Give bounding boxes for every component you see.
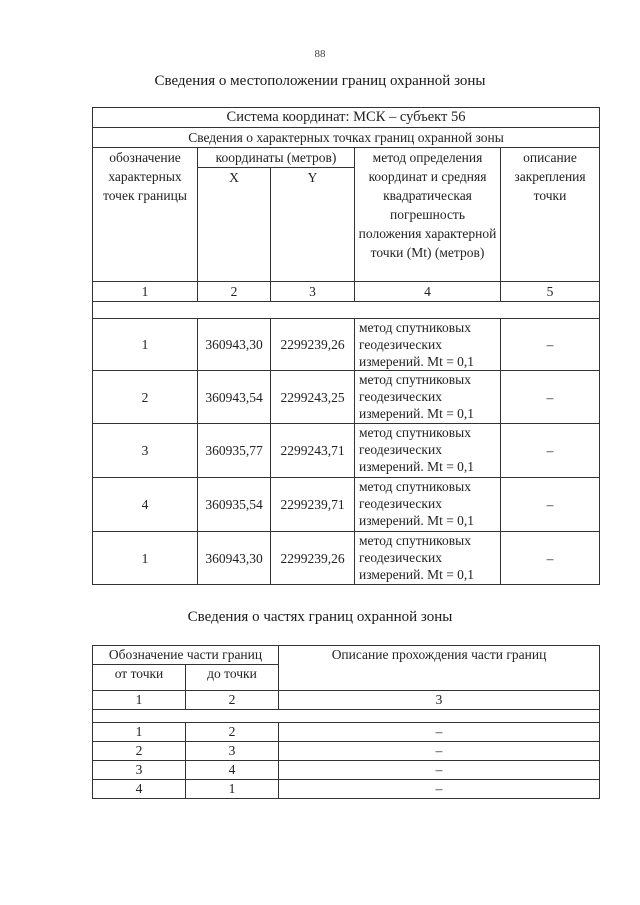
designation-header: обозначение характерных точек границы <box>93 148 198 282</box>
x-header: X <box>198 168 271 282</box>
col-number: 3 <box>271 282 355 302</box>
x-cell: 360935,77 <box>198 424 271 478</box>
table-row <box>93 424 600 478</box>
desc-cell: – <box>501 371 600 424</box>
from-cell: 3 <box>93 761 186 780</box>
col-number: 2 <box>198 282 271 302</box>
table-row <box>93 780 600 799</box>
from-point-header: от точки <box>93 665 186 691</box>
from-cell: 1 <box>93 723 186 742</box>
to-cell: 2 <box>186 723 279 742</box>
y-cell: 2299239,71 <box>271 478 355 532</box>
from-cell: 4 <box>93 780 186 799</box>
method-cell: метод спутниковых геодезических измерений. Mt = 0,1 <box>355 319 501 371</box>
y-cell: 2299239,26 <box>271 532 355 585</box>
col-number: 3 <box>279 691 600 710</box>
method-cell: метод спутниковых геодезических измерений. Mt = 0,1 <box>355 424 501 478</box>
coordinate-system-header: Система координат: МСК – субъект 56 <box>93 108 600 128</box>
table-row <box>93 532 600 585</box>
section1-title: Сведения о местоположении границ охранной зоны <box>154 73 486 89</box>
spacer-row <box>93 302 600 319</box>
table-row <box>93 319 600 371</box>
point-cell: 3 <box>93 424 198 478</box>
x-cell: 360943,54 <box>198 371 271 424</box>
desc-cell: – <box>501 319 600 371</box>
col-number: 4 <box>355 282 501 302</box>
desc-cell: – <box>501 478 600 532</box>
page-number: 88 <box>314 48 326 60</box>
y-header: Y <box>271 168 355 282</box>
desc-cell: – <box>279 780 600 799</box>
table-row <box>93 761 600 780</box>
point-cell: 1 <box>93 532 198 585</box>
to-cell: 4 <box>186 761 279 780</box>
to-cell: 1 <box>186 780 279 799</box>
characteristic-points-header: Сведения о характерных точках границ охранной зоны <box>93 128 600 148</box>
point-cell: 2 <box>93 371 198 424</box>
table-row <box>93 371 600 424</box>
x-cell: 360943,30 <box>198 532 271 585</box>
boundary-points-table <box>92 107 600 585</box>
desc-cell: – <box>279 723 600 742</box>
desc-cell: – <box>279 761 600 780</box>
coordinates-header: координаты (метров) <box>198 148 355 168</box>
to-point-header: до точки <box>186 665 279 691</box>
point-cell: 4 <box>93 478 198 532</box>
spacer-row <box>93 710 600 723</box>
table-row <box>93 723 600 742</box>
x-cell: 360935,54 <box>198 478 271 532</box>
desc-cell: – <box>279 742 600 761</box>
from-cell: 2 <box>93 742 186 761</box>
desc-cell: – <box>501 424 600 478</box>
col-number: 1 <box>93 282 198 302</box>
x-cell: 360943,30 <box>198 319 271 371</box>
table-row <box>93 478 600 532</box>
description-header: описание закрепления точки <box>501 148 600 282</box>
col-number: 1 <box>93 691 186 710</box>
point-cell: 1 <box>93 319 198 371</box>
section2-title: Сведения о частях границ охранной зоны <box>187 609 453 625</box>
y-cell: 2299243,25 <box>271 371 355 424</box>
col-number: 5 <box>501 282 600 302</box>
y-cell: 2299243,71 <box>271 424 355 478</box>
part-description-header: Описание прохождения части границ <box>279 646 600 691</box>
boundary-parts-table <box>92 645 600 799</box>
method-cell: метод спутниковых геодезических измерений. Mt = 0,1 <box>355 478 501 532</box>
desc-cell: – <box>501 532 600 585</box>
col-number: 2 <box>186 691 279 710</box>
method-cell: метод спутниковых геодезических измерений. Mt = 0,1 <box>355 532 501 585</box>
method-cell: метод спутниковых геодезических измерений. Mt = 0,1 <box>355 371 501 424</box>
to-cell: 3 <box>186 742 279 761</box>
method-header: метод определения координат и средняя квадратическая погрешность положения характерной точки (Mt) (метров) <box>355 148 501 282</box>
table-row <box>93 742 600 761</box>
part-designation-header: Обозначение части границ <box>93 646 279 665</box>
y-cell: 2299239,26 <box>271 319 355 371</box>
